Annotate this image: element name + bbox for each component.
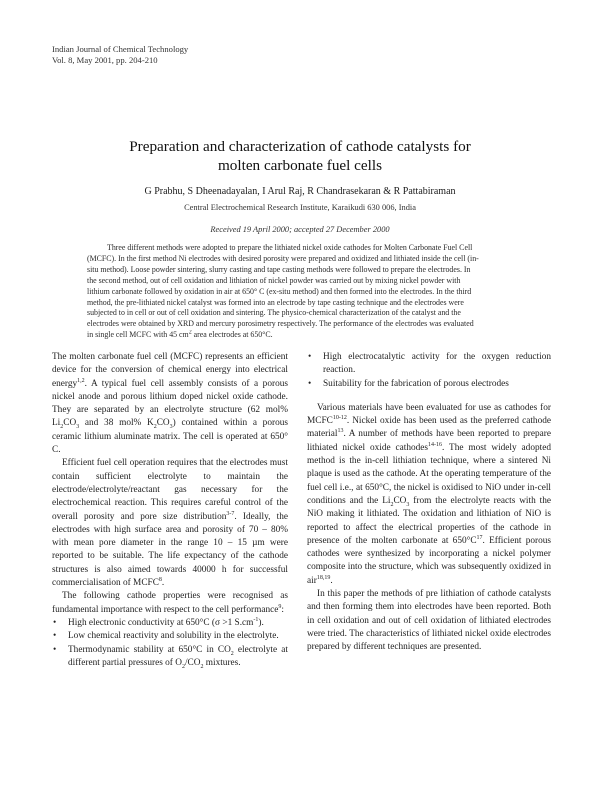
property-list	[52, 617, 288, 670]
text: /CO	[184, 657, 201, 668]
subscript: 2	[153, 424, 157, 431]
bullet-icon: •	[308, 378, 312, 389]
text: :	[281, 604, 284, 615]
text: mixtures.	[203, 657, 241, 668]
received-dates: Received 19 April 2000; accepted 27 December 2000	[210, 225, 390, 234]
subscript: 2	[230, 650, 234, 657]
subscript: 3	[169, 424, 173, 431]
subscript: 2	[200, 663, 204, 670]
abstract-line: electrodes were obtained by XRD and mercury porosimetry respectively. The performance of the electrodes was evaluated	[87, 319, 474, 329]
citation: 18,19	[316, 574, 331, 581]
bullet-icon: •	[308, 352, 312, 362]
paragraph-porosity	[52, 457, 288, 590]
citation: 13	[337, 428, 344, 435]
subscript: 2	[60, 424, 64, 431]
abstract-text: in single cell MCFC with 45 cm	[87, 330, 189, 340]
paragraph-this-paper: In this paper the methods of pre lithiation of cathode catalysts and then forming them into electrodes have been reported. Both in cell oxidation and out of cell oxidation of lithiated electrodes were tried. The characteristics of lithiated nickel oxide electrodes prepared by different techniques are presented.	[307, 589, 551, 653]
list-item	[307, 351, 551, 378]
list-item	[52, 644, 288, 671]
subscript: 2	[181, 663, 185, 670]
citation: 10-12	[332, 415, 347, 422]
text: from the electrolyte reacts with the NiO making it lithiated. The oxidation and lithiation of NiO is reported to affect the electrical properties of the cathode in presence of the molten carbonate at 650°C	[307, 495, 551, 546]
paragraph-intro	[52, 351, 288, 457]
text: CO	[63, 418, 77, 429]
text: CO	[156, 418, 170, 429]
text: .	[330, 575, 333, 586]
text: Various materials have been evaluated for use as cathodes for MCFC	[307, 402, 551, 427]
text: . A typical fuel cell assembly consists of a porous nickel anode and porous lithium doped nickel oxide cathode. They are separated by an electrolyte structure (62 mol% Li	[52, 378, 288, 429]
abstract-text: area electrodes at 650°C.	[191, 330, 273, 340]
superscript: 2	[188, 330, 192, 336]
authors: G Prabhu, S Dheenadayalan, I Arul Raj, R Chandrasekaran & R Pattabiraman	[144, 186, 456, 197]
text: ).	[258, 617, 264, 628]
abstract-line	[87, 330, 527, 341]
bullet-icon: •	[53, 644, 57, 655]
citation: 8	[158, 576, 162, 583]
citation: 17	[476, 534, 483, 541]
list-item	[52, 617, 288, 630]
subscript: 2	[390, 501, 394, 508]
list-item	[307, 378, 551, 391]
journal-name: Indian Journal of Chemical Technology	[52, 44, 189, 54]
paper-title	[0, 137, 600, 175]
citation: 3-7	[226, 510, 235, 517]
abstract-line: the second method, out of cell oxidation and lithiation of nickel powder was carried out by mixing nickel powder with	[87, 275, 461, 285]
subscript: 3	[76, 424, 80, 431]
citation: 1,2	[77, 377, 85, 384]
text: High electrocatalytic activity for the oxygen reduction reaction.	[323, 352, 551, 376]
abstract-line: situ method). Loose powder sintering, slurry casting and tape casting methods were followed to prepare the electrodes. In	[87, 264, 471, 274]
title-line-2: molten carbonate fuel cells	[217, 157, 383, 174]
superscript: -1	[253, 616, 259, 623]
citation: 14-16	[428, 441, 443, 448]
journal-issue: Vol. 8, May 2001, pp. 204-210	[52, 55, 158, 65]
text: Thermodynamic stability at 650°C in CO	[68, 644, 231, 655]
bullet-icon: •	[53, 631, 57, 642]
text: . Nickel oxide has been used as the preferred cathode material	[307, 416, 551, 440]
text: and 38 mol% K	[79, 418, 154, 429]
left-column	[52, 351, 288, 670]
abstract	[87, 243, 527, 341]
text: Efficient fuel cell operation requires that the electrodes must contain sufficient electrolyte to maintain the electrode/electrolyte/reactant gas necessary for the electrochemical reaction. This requires careful control of the overall porosity and pore size distribution	[52, 458, 288, 522]
text: Low chemical reactivity and solubility in the electrolyte.	[68, 631, 279, 642]
paragraph-properties	[52, 590, 288, 617]
abstract-line: subjected to in cell or out of cell oxidation and sintering. The physico-chemical characterization of the catalyst and the	[87, 308, 461, 318]
text: .	[161, 578, 165, 589]
text: . Ideally, the electrodes with high surface area and porosity of 70 – 80% with mean pore diameter in the range 10 – 15 µm were reported to be suitable. The life expectancy of the cathode structures is also aimed towards 40000 h for successful commercialisation of MCFC	[52, 511, 288, 589]
text: High electronic conductivity at 650°C (σ >1 S.cm	[68, 617, 254, 628]
title-line-1: Preparation and characterization of cathode catalysts for	[129, 138, 471, 155]
citation: 9	[278, 603, 282, 610]
text: . Efficient porous cathodes were synthesized by incorporating a nickel polymer composite into the structure, which was subsequently oxidized in air	[307, 535, 551, 586]
paragraph-materials	[307, 402, 551, 588]
journal-header	[52, 44, 188, 66]
subscript: 3	[406, 501, 410, 508]
text: electrolyte at different partial pressures of O	[68, 644, 288, 668]
text: The following cathode properties were recognised as fundamental importance with respect to the cell performance	[52, 591, 288, 615]
abstract-line: method, the pre-lithiated nickel catalyst was formed into an electrode by tape casting technique and the electrodes were	[87, 297, 464, 307]
right-column	[307, 351, 551, 655]
list-item	[52, 630, 288, 643]
bullet-icon: •	[53, 617, 57, 628]
property-list-continued	[307, 351, 551, 391]
abstract-line: Three different methods were adopted to prepare the lithiated nickel oxide cathodes for Molten Carbonate Fuel Cell	[107, 243, 473, 252]
text: Suitability for the fabrication of porous electrodes	[323, 378, 509, 389]
spacer	[307, 391, 551, 402]
abstract-line: (MCFC). In the first method Ni electrodes with desired porosity were prepared and oxidized and lithiated inside the cell (in-	[87, 253, 479, 263]
abstract-line: lithium carbonate followed by oxidation in air at 650° C (ex-situ method) and then formed into the electrodes. In the third	[87, 286, 472, 296]
text: CO	[393, 495, 407, 506]
text: . The most widely adopted method is the in-cell lithiation technique, where a sintered Ni plaque is used as the cathode. At the operating temperature of the fuel cell i.e., at 650°C, the nickel is oxidised to NiO under in-cell conditions and the Li	[307, 442, 551, 506]
text: ) contained within a porous ceramic lithium aluminate matrix. The cell is operated at 650° C.	[52, 418, 288, 456]
text: The molten carbonate fuel cell (MCFC) represents an efficient device for the conversion of chemical energy into electrical energy	[52, 352, 288, 389]
text: . A number of methods have been reported to prepare lithiated nickel oxide cathodes	[307, 429, 551, 453]
affiliation: Central Electrochemical Research Institute, Karaikudi 630 006, India	[184, 203, 416, 212]
